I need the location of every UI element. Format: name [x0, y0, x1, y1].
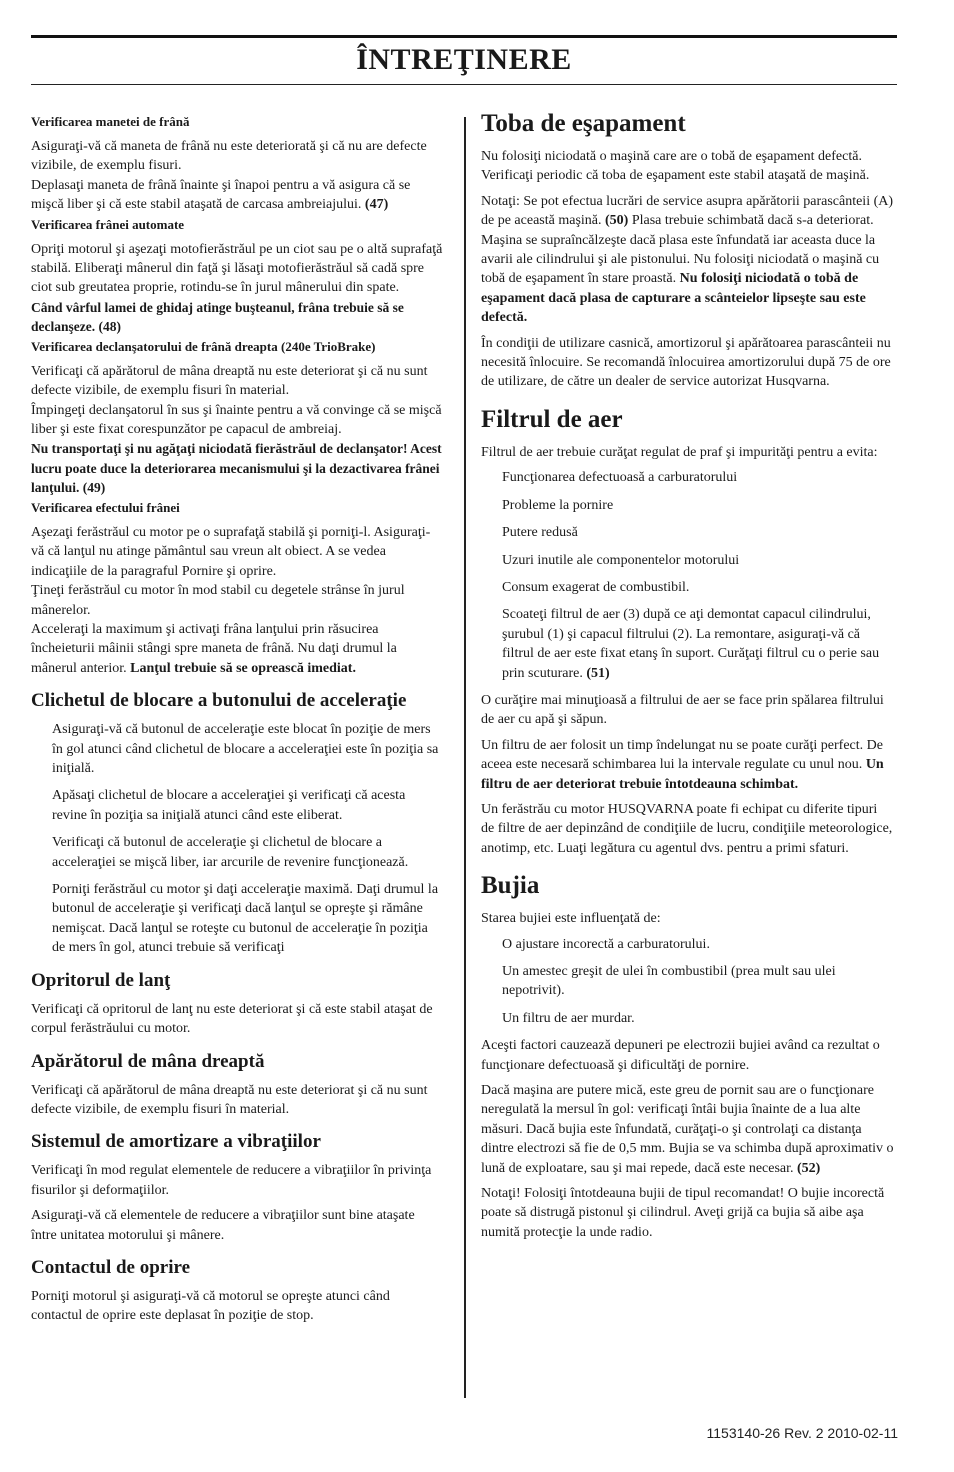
paragraph: Deplasaţi maneta de frână înainte şi înapoi pentru a vă asigura că se mişcă liber şi că este stabil ataşată de carcasa ambreiajului. (47)	[31, 177, 411, 213]
paragraph: Notaţi: Se pot efectua lucrări de service asupra apărătorii parascânteii (A) de pe această maşină. (50) Plasa trebuie schimbată dacă s-a deteriorat. Maşina se supraîncălzeşte dacă plasa este înfundată iar aceasta duce la avarii ale cilindrului şi ale pistonului. Nu folosiţi niciodată o maşină cu tobă de eşapament în stare proastă. Nu folosiţi niciodată o tobă de eşapament dacă plasa de capturare a scânteielor lipseşte sau este defectă.	[481, 193, 894, 326]
list-item: Putere redusă	[502, 525, 578, 541]
indented-paragraph: Asiguraţi-vă că butonul de acceleraţie este blocat în poziţie de mers în gol atunci când clichetul de blocare a acceleraţiei este în poziţia sa iniţială.	[52, 722, 439, 777]
section-heading-toba: Toba de eşapament	[481, 110, 686, 137]
paragraph: Notaţi! Folosiţi întotdeauna bujii de tipul recomandat! O bujie incorectă poate să distrugă pistonul şi cilindrul. Aveţi grijă ca bujia să aibe aşa numită protecţie la unde radio.	[481, 1186, 885, 1240]
list-item: Un filtru de aer murdar.	[502, 1010, 635, 1026]
subsection-heading: Verificarea efectului frânei	[31, 499, 180, 515]
subsection-heading: Verificarea manetei de frână	[31, 114, 190, 129]
section-heading-filtrul: Filtrul de aer	[481, 405, 623, 433]
indented-paragraph: Porniţi ferăstrăul cu motor şi daţi acceleraţie maximă. Daţi drumul la butonul de acceleraţie şi verificaţi dacă lanţul se opreşte şi rămâne nemişcat. Dacă lanţul se roteşte cu butonul de acceleraţie în poziţia de mers în gol, atunci trebuie să verificaţi	[52, 882, 439, 956]
paragraph: Acceleraţi la maximum şi activaţi frâna lanţului prin răsucirea încheieturii mâinii stângi spre maneta de frână. Nu daţi drumul la mânerul anterior. Lanţul trebuie să se oprească imediat.	[31, 622, 397, 676]
subsection-heading: Verificarea declanşatorului de frână dreapta (240e TrioBrake)	[31, 338, 376, 354]
warning-text: Nu transportaţi şi nu agăţaţi niciodată fierăstrăul de declanşator! Acest lucru poate duce la deteriorarea mecanismului şi la dezactivarea frânei lanţului. (49)	[31, 441, 442, 496]
paragraph: O curăţire mai minuţioasă a filtrului de aer se face prin spălarea filtrului de aer cu apă şi săpun.	[481, 692, 884, 728]
list-item: Probleme la pornire	[502, 497, 614, 513]
section-heading-aparator: Apărătorul de mâna dreaptă	[31, 1050, 265, 1072]
indented-paragraph: Apăsaţi clichetul de blocare a acceleraţiei şi verificaţi că acesta revine în poziţia sa iniţială atunci când este eliberat.	[52, 788, 406, 823]
header-bottom-rule	[31, 84, 897, 85]
paragraph: Un ferăstrău cu motor HUSQVARNA poate fi echipat cu diferite tipuri de filtre de aer depinzând de condiţiile de lucru, condiţiile meteorologice, anotimp, etc. Luaţi legătura cu agentul dvs. pentru a primi sfaturi.	[481, 801, 893, 856]
section-heading-clichet: Clichetul de blocare a butonului de acceleraţie	[31, 690, 407, 712]
warning-text: Un filtru de aer deteriorat trebuie întotdeauna schimbat.	[481, 757, 884, 792]
paragraph: Verificaţi că apărătorul de mâna dreaptă nu este deteriorat şi că nu sunt defecte vizibile, de exemplu fisuri în material.	[31, 363, 428, 399]
list-item: O ajustare incorectă a carburatorului.	[502, 936, 710, 952]
document-code: 1153140-26 Rev. 2 2010-02-11	[706, 1425, 898, 1441]
figure-ref: (47)	[364, 197, 389, 213]
section-heading-opritor: Opritorul de lanţ	[31, 969, 171, 991]
list-item: Funcţionarea defectuoasă a carburatorului	[502, 470, 738, 486]
paragraph: Starea bujiei este influenţată de:	[481, 911, 661, 927]
paragraph: Un filtru de aer folosit un timp îndelungat nu se poate curăţi perfect. De aceea este necesară schimbarea lui la intervale regulate cu unul nou. Un filtru de aer deteriorat trebuie întotdeauna schimbat.	[481, 737, 884, 792]
indented-paragraph: Verificaţi că butonul de acceleraţie şi clichetul de blocare a acceleraţiei se mişcă liber, iar arcurile de revenire funcţionează.	[52, 835, 409, 870]
section-heading-contact: Contactul de oprire	[31, 1256, 191, 1278]
paragraph: Aceşti factori cauzează depuneri pe electrozii bujiei având ca rezultat o funcţionare defectuoasă şi dificultăţi de pornire.	[481, 1038, 880, 1073]
paragraph: Verificaţi în mod regulat elementele de reducere a vibraţiilor în privinţa fisurilor şi deformaţiilor.	[31, 1163, 432, 1198]
section-heading-bujia: Bujia	[481, 872, 540, 900]
warning-text: Lanţul trebuie să se oprească imediat.	[130, 660, 356, 676]
paragraph: Împingeţi declanşatorul în sus şi înainte pentru a vă convinge că se mişcă liber şi este fixat corespunzător pe capacul de ambreiaj.	[31, 402, 442, 438]
list-item: Uzuri inutile ale componentelor motorului	[502, 552, 740, 568]
indented-paragraph: Scoateţi filtrul de aer (3) după ce aţi demontat capacul cilindrului, şurubul (1) şi capacul filtrului (2). La remontare, asiguraţi-vă că filtrul de aer este fixat etanş în suport. Curăţaţi filtrul cu o perie sau prin scuturare. (51)	[502, 607, 880, 681]
figure-ref: (50)	[605, 213, 629, 229]
right-column	[481, 110, 894, 1248]
paragraph: Porniţi motorul şi asiguraţi-vă că motorul se opreşte atunci când contactul de oprire este deplasat în poziţie de stop.	[31, 1288, 390, 1324]
list-item: Un amestec greşit de ulei în combustibil (prea mult sau ulei nepotrivit).	[502, 964, 836, 999]
figure-ref: (51)	[586, 665, 610, 681]
paragraph: În condiţii de utilizare casnică, amortizorul şi apărătoarea parascânteii nu necesită înlocuire. Se recomandă înlocuirea amortizorului după 75 de ore de utilizare, de către un dealer de service autorizat Husqvarna.	[481, 335, 891, 390]
paragraph: Nu folosiţi niciodată o maşină care are o tobă de eşapament defectă. Verificaţi periodic că toba de eşapament este stabil ataşată de maşină.	[481, 149, 870, 184]
column-divider	[464, 117, 466, 1398]
list-item: Consum exagerat de combustibil.	[502, 579, 690, 595]
paragraph: Aşezaţi ferăstrăul cu motor pe o suprafaţă stabilă şi porniţi-l. Asiguraţi-vă că lanţul nu atinge pământul sau vreun alt obiect. A se vedea indicaţiile de la paragraful Pornire şi oprire.	[31, 524, 431, 579]
section-heading-sistem: Sistemul de amortizare a vibraţiilor	[31, 1131, 321, 1153]
paragraph: Filtrul de aer trebuie curăţat regulat de praf şi impurităţi pentru a evita:	[481, 444, 878, 460]
left-column	[31, 112, 443, 1332]
paragraph: Opriţi motorul şi aşezaţi motofierăstrăul pe un ciot sau pe o altă suprafaţă stabilă. Eliberaţi mânerul din faţă şi lăsaţi motofierăstrăul să cadă spre ciot sub greutatea proprie, rotindu-se în jurul mânerului din spate.	[31, 241, 443, 296]
paragraph: Ţineţi ferăstrăul cu motor în mod stabil cu degetele strânse în jurul mânerelor.	[31, 583, 405, 618]
paragraph: Verificaţi că apărătorul de mâna dreaptă nu este deteriorat şi că nu sunt defecte vizibile, de exemplu fisuri în material.	[31, 1082, 428, 1117]
page-title: ÎNTREŢINERE	[356, 43, 572, 76]
paragraph: Verificaţi că opritorul de lanţ nu este deteriorat şi că este stabil ataşat de corpul ferăstrăului cu motor.	[31, 1001, 433, 1037]
paragraph: Asiguraţi-vă că elementele de reducere a vibraţiilor sunt bine ataşate între unitatea motorului şi mânere.	[31, 1208, 415, 1243]
warning-text: Nu folosiţi niciodată o tobă de eşapament dacă plasa de capturare a scânteielor lipseşte sau este defectă.	[481, 271, 866, 326]
paragraph: Asiguraţi-vă că maneta de frână nu este deteriorată şi că nu are defecte vizibile, de exemplu fisuri.	[31, 139, 427, 174]
subsection-heading: Verificarea frânei automate	[31, 216, 185, 232]
paragraph: Dacă maşina are putere mică, este greu de pornit sau are o funcţionare neregulată la mersul în gol: verificaţi întâi bujia înainte de a lua alte măsuri. Dacă bujia este înfundată, curăţaţi-o şi controlaţi ca distanţa dintre electrozi să fie de 0,5 mm. Bujia se va schimba după aproximativ o lună de exploatare, sau şi mai repede, dacă este necesar. (52)	[481, 1083, 894, 1176]
warning-text: Când vârful lamei de ghidaj atinge buşteanul, frâna trebuie să se declanşeze. (48)	[31, 299, 404, 335]
figure-ref: (52)	[797, 1160, 821, 1176]
